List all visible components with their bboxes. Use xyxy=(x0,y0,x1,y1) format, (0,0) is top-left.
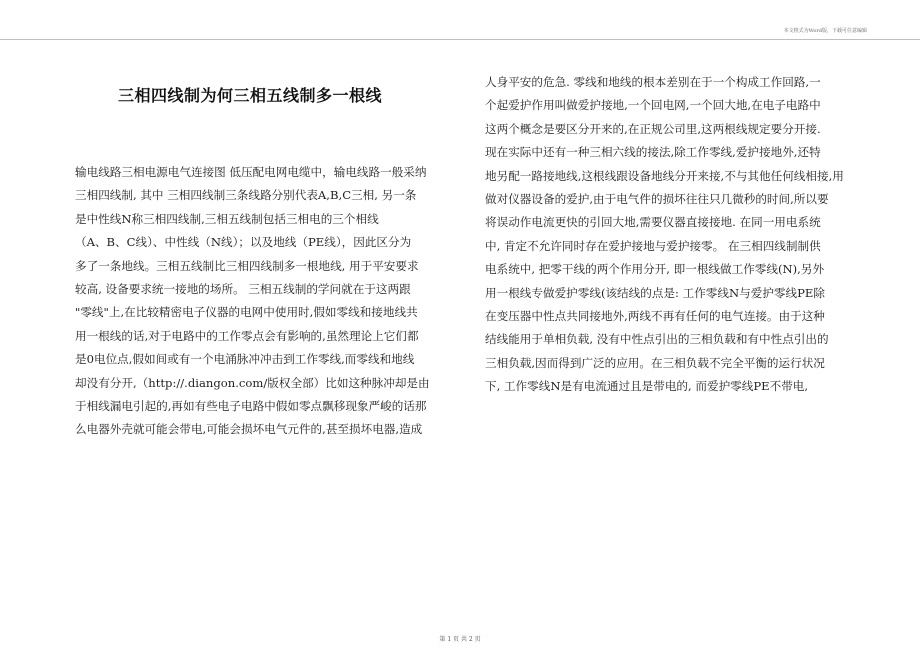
left-text-line: 么电器外壳就可能会带电,可能会损坏电气元件的,甚至损坏电器,造成 xyxy=(75,422,423,437)
right-text-line: 人身平安的危急. 零线和地线的根本差别在于一个构成工作回路,一 xyxy=(485,75,821,89)
left-text-line: 输电线路三相电源电气连接图 低压配电网电缆中，输电线路一般采纳 xyxy=(75,165,427,179)
header-divider xyxy=(0,39,920,40)
right-text-line: 中, 肯定不允许同时存在爱护接地与爱护接零。 在三相四线制制供 xyxy=(485,238,821,253)
right-text-line: 电系统中, 把零干线的两个作用分开, 即一根线做工作零线(N),另外 xyxy=(485,262,825,277)
left-text-line: "零线"上,在比较精密电子仪器的电网中使用时,假如零线和接地线共 xyxy=(75,305,418,320)
left-text-line: 是中性线N称三相四线制,三相五线制包括三相电的三个相线 xyxy=(75,211,379,226)
right-text-line: 用一根线专做爱护零线(该结线的点是: 工作零线N与爱护零线PE除 xyxy=(485,285,825,300)
left-text-line: （A、B、C线）、中性线（N线）；以及地线（PE线），因此区分为 xyxy=(75,235,412,250)
left-text-line: 却没有分开,（http://.diangon.com/版权全部）比如这种脉冲却是由 xyxy=(75,375,430,390)
left-text-line: 多了一条地线。三相五线制比三相四线制多一根地线, 用于平安要求 xyxy=(75,258,419,273)
left-text-line: 用一根线的话,对于电路中的工作零点会有影响的,虽然理论上它们都 xyxy=(75,328,419,343)
right-text-line: 个起爱护作用叫做爱护接地,一个回电网,一个回大地,在电子电路中 xyxy=(485,98,821,113)
right-text-line: 这两个概念是要区分开来的,在正规公司里,这两根线规定要分开接. xyxy=(485,121,821,136)
left-text-line: 是0电位点,假如间或有一个电涌脉冲冲击到工作零线,而零线和地线 xyxy=(75,352,415,367)
right-text-line: 将误动作电流更快的引回大地,需要仪器直接接地. 在同一用电系统 xyxy=(485,215,821,230)
left-text-line: 较高, 设备要求统一接地的场所。 三相五线制的学问就在于这两跟 xyxy=(75,281,411,296)
right-text-line: 在变压器中性点共同接地外,两线不再有任何的电气连接。由于这种 xyxy=(485,308,825,323)
header-note: 本文格式为Word版，下载可任意编辑 xyxy=(783,28,867,34)
right-text-line: 地另配一路接地线,这根线跟设备地线分开来接,不与其他任何线相接,用 xyxy=(485,168,844,183)
right-text-line: 结线能用于单相负载, 没有中性点引出的三相负载和有中性点引出的 xyxy=(485,332,829,347)
page-number-footer: 第 1 页 共 2 页 xyxy=(439,636,481,643)
left-column xyxy=(75,164,465,445)
right-text-line: 做对仪器设备的爱护,由于电气件的损坏往往只几微秒的时间,所以要 xyxy=(485,191,829,206)
right-column xyxy=(485,74,880,401)
left-text-line: 三相四线制, 其中 三相四线制三条线路分别代表A,B,C三相, 另一条 xyxy=(75,188,417,203)
right-text-line: 现在实际中还有一种三相六线的接法,除工作零线,爱护接地外,还特 xyxy=(485,145,821,160)
left-text-line: 于相线漏电引起的,再如有些电子电路中假如零点飘移现象严峻的话那 xyxy=(75,398,427,413)
right-text-line: 三相负载,因而得到广泛的应用。在三相负载不完全平衡的运行状况 xyxy=(485,355,825,370)
right-text-line: 下, 工作零线N是有电流通过且是带电的, 而爱护零线PE不带电, xyxy=(485,379,809,394)
document-title: 三相四线制为何三相五线制多一根线 xyxy=(118,86,383,105)
